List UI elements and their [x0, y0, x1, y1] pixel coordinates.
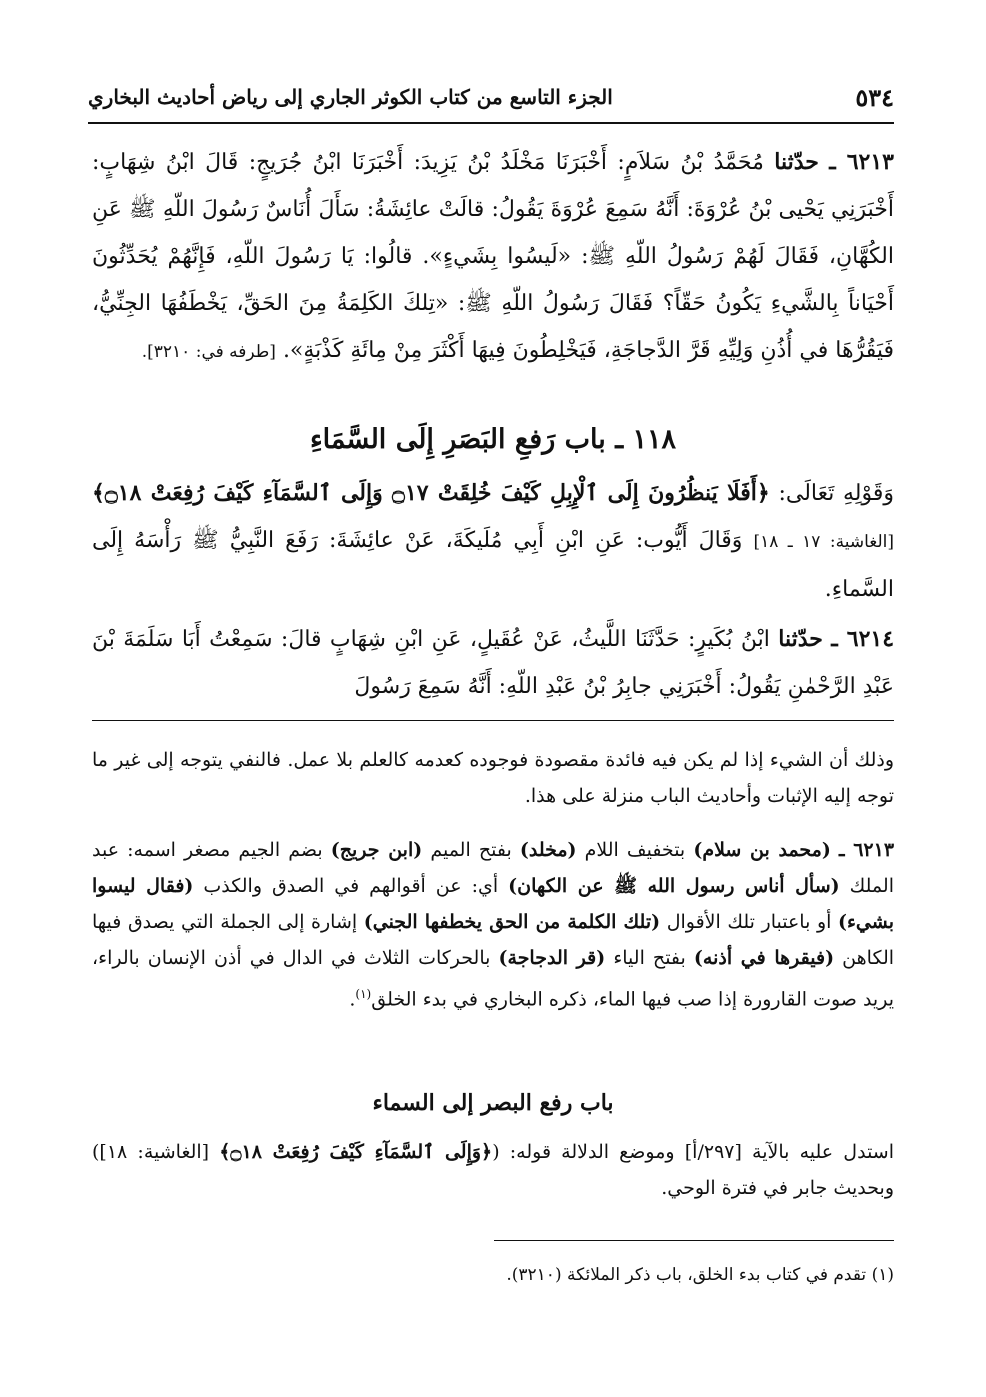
commentary-6213 — [92, 832, 894, 1017]
chapter-118-intro: وَقَوْلِهِ تَعَالَى: — [778, 481, 895, 506]
commentary-text: بضم الجيم مصغر اسمه: عبد الملك — [92, 839, 894, 897]
commentary-chapter-body — [92, 1134, 894, 1206]
hadith-6213-number: ٦٢١٣ ـ — [829, 149, 894, 175]
commentary-text: استدل عليه بالآية — [741, 1141, 895, 1163]
hadith-6213-paragraph — [92, 139, 894, 376]
chapter-118-verse-ref: [الغاشية: ١٧ ـ ١٨] — [753, 532, 894, 552]
text-commentary-divider — [92, 720, 894, 721]
footnote-number: (١) — [871, 1265, 894, 1285]
hadith-6214-number: ٦٢١٤ ـ — [831, 626, 895, 652]
commentary-chapter-title: باب رفع البصر إلى السماء — [372, 1090, 614, 1116]
hadith-6213 — [92, 139, 894, 376]
chapter-118-rest: وَقَالَ أَيُّوب: عَنِ ابْنِ أَبِي مُلَيكَةَ، عَنْ عائِشَةَ: رَفَعَ النَّبِيُّ ﷺ رَأْسَهُ إِلَى السَّماءِ. — [92, 528, 894, 602]
commentary-6213-number: ٦٢١٣ ـ — [838, 839, 895, 861]
running-title: الجزء التاسع من كتاب الكوثر الجاري إلى رياض أحاديث البخاري — [88, 85, 613, 109]
footnote — [92, 1260, 894, 1290]
manuscript-ref: [٢٩٧/أ] — [684, 1141, 742, 1163]
page-header — [88, 72, 894, 124]
commentary-p3 — [92, 1134, 894, 1206]
commentary-text: إشارة إلى الجملة التي يصدق فيها الكاهن — [92, 911, 895, 969]
commentary-text: أي: عن أقوالهم في الصدق والكذب — [193, 875, 509, 897]
hadith-6214 — [92, 616, 894, 710]
hadith-6214-opening: حدّثنا — [778, 626, 823, 652]
commentary-term: (محمد بن سلام) — [693, 839, 831, 861]
commentary-text: وموضع الدلالة قوله: ( — [492, 1141, 685, 1163]
commentary-term: (قر الدجاجة) — [498, 947, 606, 969]
hadith-6213-cross-ref: [طرفه في: ٣٢١٠]. — [141, 342, 276, 362]
commentary-text: أو باعتبار تلك الأقوال — [660, 911, 838, 933]
chapter-118-paragraph — [92, 470, 894, 613]
footnote-marker[interactable]: (١) — [355, 987, 372, 1001]
commentary-text: بفتح الميم — [422, 839, 520, 861]
commentary-text: بتخفيف اللام — [576, 839, 694, 861]
commentary-p1: وذلك أن الشيء إذا لم يكن فيه فائدة مقصودة فوجوده كعدمه كالعلم بلا عمل. فالنفي يتوجه إلى غير ما توجه إليه الإثبات وأحاديث الباب منزلة على هذا. — [92, 749, 894, 807]
commentary-text: ) وبحديث جابر في فترة الوحي. — [92, 1141, 894, 1199]
page-number: ٥٣٤ — [855, 82, 894, 112]
commentary-verse-ref: [الغاشية: ١٨] — [99, 1141, 210, 1163]
commentary-intro — [92, 742, 894, 814]
commentary-term: (سأل أناس رسول الله ﷺ عن الكهان) — [508, 875, 840, 897]
commentary-term: (تلك الكلمة من الحق يخطفها الجني) — [363, 911, 661, 933]
commentary-term: (مخلد) — [519, 839, 577, 861]
footnote-text: تقدم في كتاب بدء الخلق، باب ذكر الملائكة (٣٢١٠). — [506, 1265, 867, 1285]
chapter-118-verse: ﴿أَفَلَا يَنظُرُونَ إِلَى ٱلْإِبِلِ كَيْفَ خُلِقَتْ ۝١٧ وَإِلَى ٱلسَّمَآءِ كَيْفَ رُفِعَتْ ۝١٨﴾ — [92, 480, 770, 506]
hadith-6214-paragraph — [92, 616, 894, 710]
commentary-term: (ابن جريج) — [330, 839, 423, 861]
commentary-verse: ﴿وَإِلَى ٱلسَّمَآءِ كَيْفَ رُفِعَتْ ۝١٨﴾ — [219, 1141, 493, 1163]
hadith-6213-text: مُحَمَّدُ بْنُ سَلاَمٍ: أَخْبَرَنَا مَخْلَدُ بْنُ يَزِيدَ: أَخْبَرَنَا ابْنُ جُرَيجٍ: قَالَ ابْنُ شِهَابٍ: أَخْبَرَنِي يَحْيى بْنُ عُرْوَةَ: أَنَّهُ سَمِعَ عُرْوَةَ يَقُولُ: قالَتْ عائِشَةُ: سَأَلَ أُنَاسٌ رَسُولَ اللّهِ ﷺ عَنِ الكُهَّانِ، فَقَالَ لَهُمْ رَسُولُ اللّهِ ﷺ: «لَيسُوا بِشَيءٍ». قالُوا: يَا رَسُولَ اللّهِ، فَإِنَّهُمْ يُحَدِّثُونَ أَحْيَاناً بِالشَّيءِ يَكُونُ حَقّاً؟ فَقَالَ رَسُولُ اللّهِ ﷺ: «تِلكَ الكَلِمَةُ مِنَ الحَقِّ، يَخْطَفُهَا الجِنِّيُّ، فَيَقُرُّهَا في أُذُنِ وَلِيِّهِ قَرَّ الدَّجاجَةِ، فَيَخْلِطُونَ فِيهَا أَكْثَرَ مِنْ مِائَةِ كَذْبَةٍ». — [92, 150, 894, 363]
commentary-text: . — [349, 988, 356, 1011]
hadith-6213-opening: حدّثنا — [774, 149, 819, 175]
commentary-term: (فقال ليسوا بشيء) — [92, 875, 894, 933]
commentary-text: بالحركات الثلاث في الدال في أذن الإنسان بالراء، يريد صوت القارورة إذا صب فيها الماء، ذكره البخاري في بدء الخلق — [92, 947, 894, 1011]
commentary-term: (فيقرها في أذنه) — [693, 947, 835, 969]
hadith-6214-text: ابْنُ بُكَيرٍ: حَدَّثَنَا اللَّيثُ، عَنْ عُقَيلٍ، عَنِ ابْنِ شِهَابٍ قالَ: سَمِعْتُ أَبَا سَلَمَةَ بْنَ عَبْدِ الرَّحْمٰنِ يَقُولُ: أَخْبَرَنِي جابِرُ بْنُ عَبْدِ اللّهِ: أَنَّهُ سَمِعَ رَسُولَ — [92, 627, 894, 699]
commentary-text: بفتح الياء — [605, 947, 694, 969]
commentary-p2 — [92, 832, 894, 1017]
chapter-118-body — [92, 470, 894, 613]
chapter-118-title: ١١٨ ـ باب رَفعِ البَصَرِ إِلَى السَّمَاءِ — [309, 424, 677, 455]
footnote-divider — [494, 1240, 894, 1241]
